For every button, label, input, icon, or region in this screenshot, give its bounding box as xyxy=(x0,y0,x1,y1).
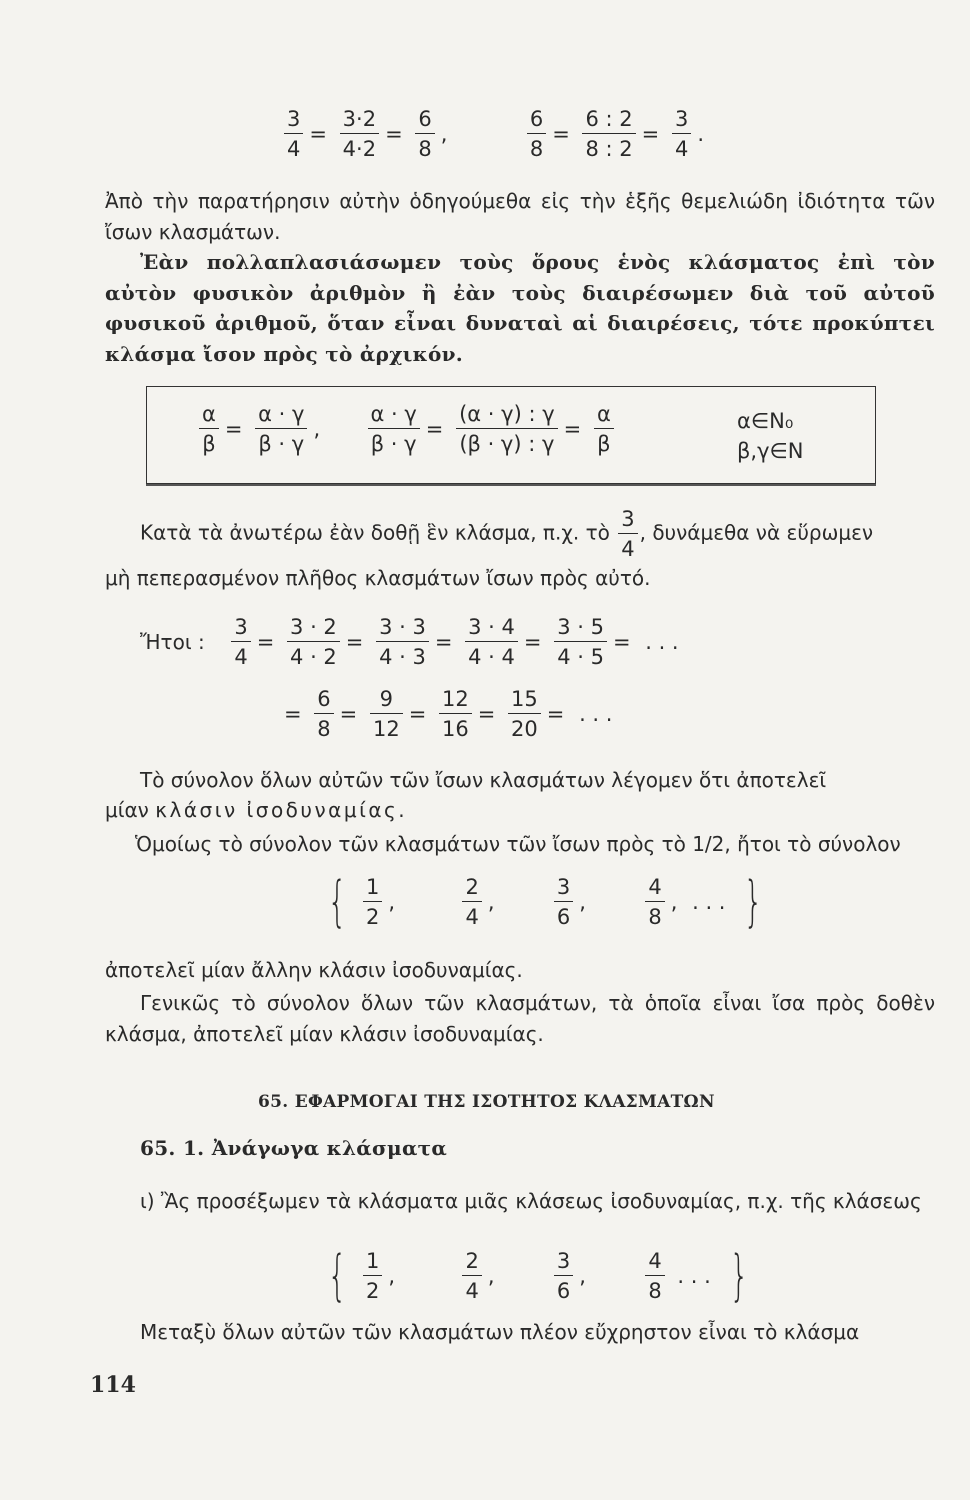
condition-alpha: α∈N₀ xyxy=(737,409,794,433)
subsection-heading: 65. 1. Ἀνάγωγα κλάσματα xyxy=(140,1136,448,1160)
fraction: $\frac{1}{2}$ xyxy=(363,1248,382,1304)
fraction: $\frac{6 : 2}{8 : 2}$ xyxy=(582,106,635,162)
fraction: $\frac{1}{2}$ xyxy=(363,874,382,930)
fraction: $\frac{12}{16}$ xyxy=(439,686,472,742)
paragraph-example: Κατὰ τὰ ἀνωτέρω ἐὰν δοθῇ ἓν κλάσμα, π.χ. τὸ $\frac{3}{4}$ , δυνάμεθα νὰ εὕρωμεν xyxy=(140,507,874,561)
item-i: ι) Ἂς προσέξωμεν τὰ κλάσματα μιᾶς κλάσεως ἰσοδυναμίας, π.χ. τῆς κλάσεως xyxy=(140,1189,922,1213)
fraction: $\frac{4}{8}$ xyxy=(645,1248,664,1304)
paragraph-last-line: Μεταξὺ ὅλων αὐτῶν τῶν κλασμάτων πλέον εὔχρηστον εἶναι τὸ κλάσμα xyxy=(140,1320,860,1344)
fundamental-rule: Ἐὰν πολλαπλασιάσωμεν τοὺς ὅρους ἑνὸς κλάσματος ἐπὶ τὸν αὐτὸν φυσικὸν ἀριθμὸν ἢ ἐὰν τοὺς διαιρέσωμεν διὰ τοῦ αὐτοῦ φυσικοῦ ἀριθμοῦ, ὅταν εἶναι δυναταὶ αἱ διαιρέσεις, τότε προκύπτει κλάσμα ἴσον πρὸς τὸ ἀρχικόν. xyxy=(105,250,935,366)
fraction: $\frac{3 \cdot 5}{4 \cdot 5}$ xyxy=(554,614,607,670)
top-equation: $\frac{3}{4}$ = $\frac{3\cdot 2}{4\cdot 2}$ = $\frac{6}{8}$ , $\frac{6}{8}$ = $\frac{6 : 2}{8 : 2}$ = $\frac{3}{4}$ . xyxy=(282,106,708,162)
set-equivalence-class: { $\frac{1}{2}$ , $\frac{2}{4}$ , $\frac{3}{6}$ , $\frac{4}{8}$ . . . } xyxy=(327,1244,749,1307)
paragraph-intro: Ἀπὸ τὴν παρατήρησιν αὐτὴν ὁδηγούμεθα εἰς τὴν ἑξῆς θεμελιώδη ἰδιότητα τῶν ἴσων κλασμάτων. xyxy=(105,189,935,244)
paragraph-another-class: ἀποτελεῖ μίαν ἄλλην κλάσιν ἰσοδυναμίας. xyxy=(105,958,523,982)
term-equivalence-class: κλάσιν ἰσοδυναμίας. xyxy=(155,798,408,822)
fraction: $\frac{3 \cdot 4}{4 \cdot 4}$ xyxy=(465,614,518,670)
fraction: $\frac{\alpha \cdot \gamma}{\beta \cdot \gamma}$ xyxy=(255,401,307,457)
fraction: $\frac{\alpha}{\beta}$ xyxy=(199,401,219,457)
fraction: $\frac{3}{4}$ xyxy=(618,506,637,562)
fraction: $\frac{15}{20}$ xyxy=(508,686,541,742)
fraction: $\frac{3}{4}$ xyxy=(284,106,303,162)
fraction: $\frac{6}{8}$ xyxy=(415,106,434,162)
condition-beta-gamma: β,γ∈N xyxy=(737,439,804,463)
paragraph-general: Γενικῶς τὸ σύνολον ὅλων τῶν κλασμάτων, τὰ ὁποῖα εἶναι ἴσα πρὸς δοθὲν κλάσμα, ἀποτελεῖ μίαν κλάσιν ἰσοδυναμίας. xyxy=(105,991,935,1046)
fraction: $\frac{3}{4}$ xyxy=(672,106,691,162)
paragraph-half-set: Ὁμοίως τὸ σύνολον τῶν κλασμάτων τῶν ἴσων πρὸς τὸ 1/2, ἤτοι τὸ σύνολον xyxy=(135,832,901,856)
fraction: $\frac{4}{8}$ xyxy=(645,874,664,930)
fraction: $\frac{3}{6}$ xyxy=(554,874,573,930)
fraction: $\frac{3 \cdot 2}{4 \cdot 2}$ xyxy=(287,614,340,670)
page-number: 114 xyxy=(90,1372,136,1398)
equivalent-fractions-row-1: Ἤτοι : $\frac{3}{4}$ = $\frac{3 \cdot 2}{4 \cdot 2}$ = $\frac{3 \cdot 3}{4 \cdot 3}$ = $\frac{3 \cdot 4}{4 \cdot 4}$ = $\frac{3 \cdot 5}{4 \cdot 5}$ = . . . xyxy=(140,615,679,669)
fraction: $\frac{\alpha}{\beta}$ xyxy=(594,401,614,457)
fraction: $\frac{6}{8}$ xyxy=(314,686,333,742)
fraction: $\frac{3\cdot 2}{4\cdot 2}$ xyxy=(340,106,379,162)
fraction: $\frac{3 \cdot 3}{4 \cdot 3}$ xyxy=(376,614,429,670)
paragraph-example-line2: μὴ πεπερασμένον πλῆθος κλασμάτων ἴσων πρὸς αὐτό. xyxy=(105,566,651,590)
fraction: $\frac{6}{8}$ xyxy=(527,106,546,162)
fraction: $\frac{2}{4}$ xyxy=(462,1248,481,1304)
fraction: $\frac{3}{6}$ xyxy=(554,1248,573,1304)
equivalent-fractions-row-2: = $\frac{6}{8}$ = $\frac{9}{12}$ = $\frac{12}{16}$ = $\frac{15}{20}$ = . . . xyxy=(284,687,613,741)
fraction: $\frac{9}{12}$ xyxy=(370,686,403,742)
section-heading: 65. ΕΦΑΡΜΟΓΑΙ ΤΗΣ ΙΣΟΤΗΤΟΣ ΚΛΑΣΜΑΤΩΝ xyxy=(258,1092,715,1112)
fraction: $\frac{3}{4}$ xyxy=(231,614,250,670)
set-half-fractions: { $\frac{1}{2}$ , $\frac{2}{4}$ , $\frac{3}{6}$ , $\frac{4}{8}$ , . . . } xyxy=(327,870,763,933)
paragraph-equivalence-class-line2: μίαν κλάσιν ἰσοδυναμίας. xyxy=(105,798,408,822)
paragraph-equivalence-class: Τὸ σύνολον ὅλων αὐτῶν τῶν ἴσων κλασμάτων λέγομεν ὅτι ἀποτελεῖ xyxy=(140,768,827,792)
fraction: $\frac{2}{4}$ xyxy=(462,874,481,930)
formula-box: $\frac{\alpha}{\beta}$ = $\frac{\alpha \cdot \gamma}{\beta \cdot \gamma}$ , $\frac{\alpha \cdot \gamma}{\beta \cdot \gamma}$ = $\frac{(\alpha \cdot \gamma) : \gamma}{(\beta \cdot \gamma) : \gamma}$ = $\frac{\alpha}{\beta}$ α∈N₀ β,γ∈N xyxy=(146,386,876,484)
fraction: $\frac{(\alpha \cdot \gamma) : \gamma}{(\beta \cdot \gamma) : \gamma}$ xyxy=(456,401,558,457)
fraction: $\frac{\alpha \cdot \gamma}{\beta \cdot \gamma}$ xyxy=(368,401,420,457)
